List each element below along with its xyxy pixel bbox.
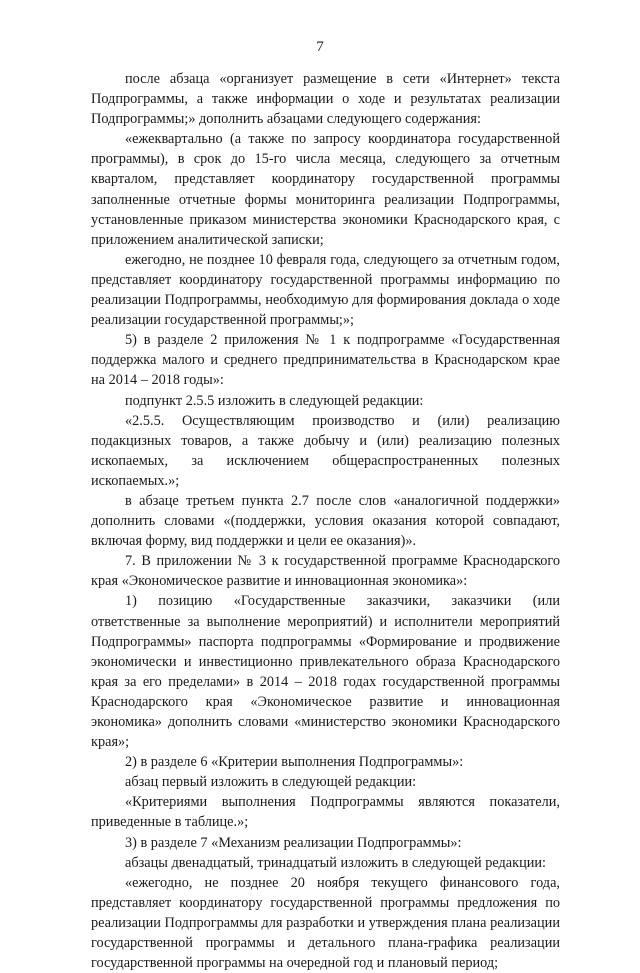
paragraph-15: «ежегодно, не позднее 20 ноября текущего финансового года, представляет координатору государственной программы предложения по реализации Подпрограммы для разработки и утверждения плана реализации государственной программы и детального плана-графика реализации государственной программы на очередной год и плановый период; bbox=[91, 874, 560, 972]
paragraph-11: абзац первый изложить в следующей редакции: bbox=[125, 774, 417, 791]
paragraph-1: после абзаца «организует размещение в сети «Интернет» текста Подпрограммы, а также информации о ходе и результатах реализации Подпрограммы;» дополнить абзацами следующего содержания: bbox=[91, 71, 560, 128]
paragraph-12: «Критериями выполнения Подпрограммы являются показатели, приведенные в таблице.»; bbox=[91, 794, 560, 831]
paragraph-6: «2.5.5. Осуществляющим производство и (или) реализацию подакцизных товаров, а также добычу и (или) реализацию полезных ископаемых, за исключением общераспространенных полезных ископаемых.»; bbox=[91, 412, 560, 489]
paragraph-10: 2) в разделе 6 «Критерии выполнения Подпрограммы»: bbox=[125, 754, 464, 771]
paragraph-4: 5) в разделе 2 приложения № 1 к подпрограмме «Государственная поддержка малого и среднего предпринимательства в Краснодарском крае на 2014 – 2018 годы»: bbox=[91, 332, 560, 389]
paragraph-7: в абзаце третьем пункта 2.7 после слов «аналогичной поддержки» дополнить словами «(поддержки, условия оказания которой совпадают, включая форму, вид поддержки и цели ее оказания)». bbox=[91, 492, 560, 550]
document-body bbox=[91, 69, 560, 973]
paragraph-13: 3) в разделе 7 «Механизм реализации Подпрограммы»: bbox=[125, 834, 462, 851]
paragraph-2: «ежеквартально (а также по запросу координатора государственной программы), в срок до 15-го числа месяца, следующего за отчетным кварталом, представляет координатору государственной программы заполненные отчетные формы мониторинга реализации Подпрограммы, установленные приказом министерства экономики Краснодарского края, с приложением аналитической записки; bbox=[91, 131, 560, 248]
paragraph-8: 7. В приложении № 3 к государственной программе Краснодарского края «Экономическое развитие и инновационная экономика»: bbox=[91, 553, 560, 590]
page-number: 7 bbox=[316, 39, 324, 55]
paragraph-9: 1) позицию «Государственные заказчики, заказчики (или ответственные за выполнение мероприятий) и исполнители мероприятий Подпрограммы» паспорта подпрограммы «Формирование и продвижение экономически и инвестиционно привлекательного образа Краснодарского края за его пределами» в 2014 – 2018 годах государственной программы Краснодарского края «Экономическое развитие и инновационная экономика» дополнить словами «министерство экономики Краснодарского края»; bbox=[91, 593, 560, 751]
paragraph-14: абзацы двенадцатый, тринадцатый изложить в следующей редакции: bbox=[125, 854, 547, 871]
paragraph-5: подпункт 2.5.5 изложить в следующей редакции: bbox=[125, 392, 424, 409]
paragraph-3: ежегодно, не позднее 10 февраля года, следующего за отчетным годом, представляет координатору государственной программы информацию по реализации Подпрограммы, необходимую для формирования доклада о ходе реализации государственной программы;»; bbox=[91, 251, 560, 329]
